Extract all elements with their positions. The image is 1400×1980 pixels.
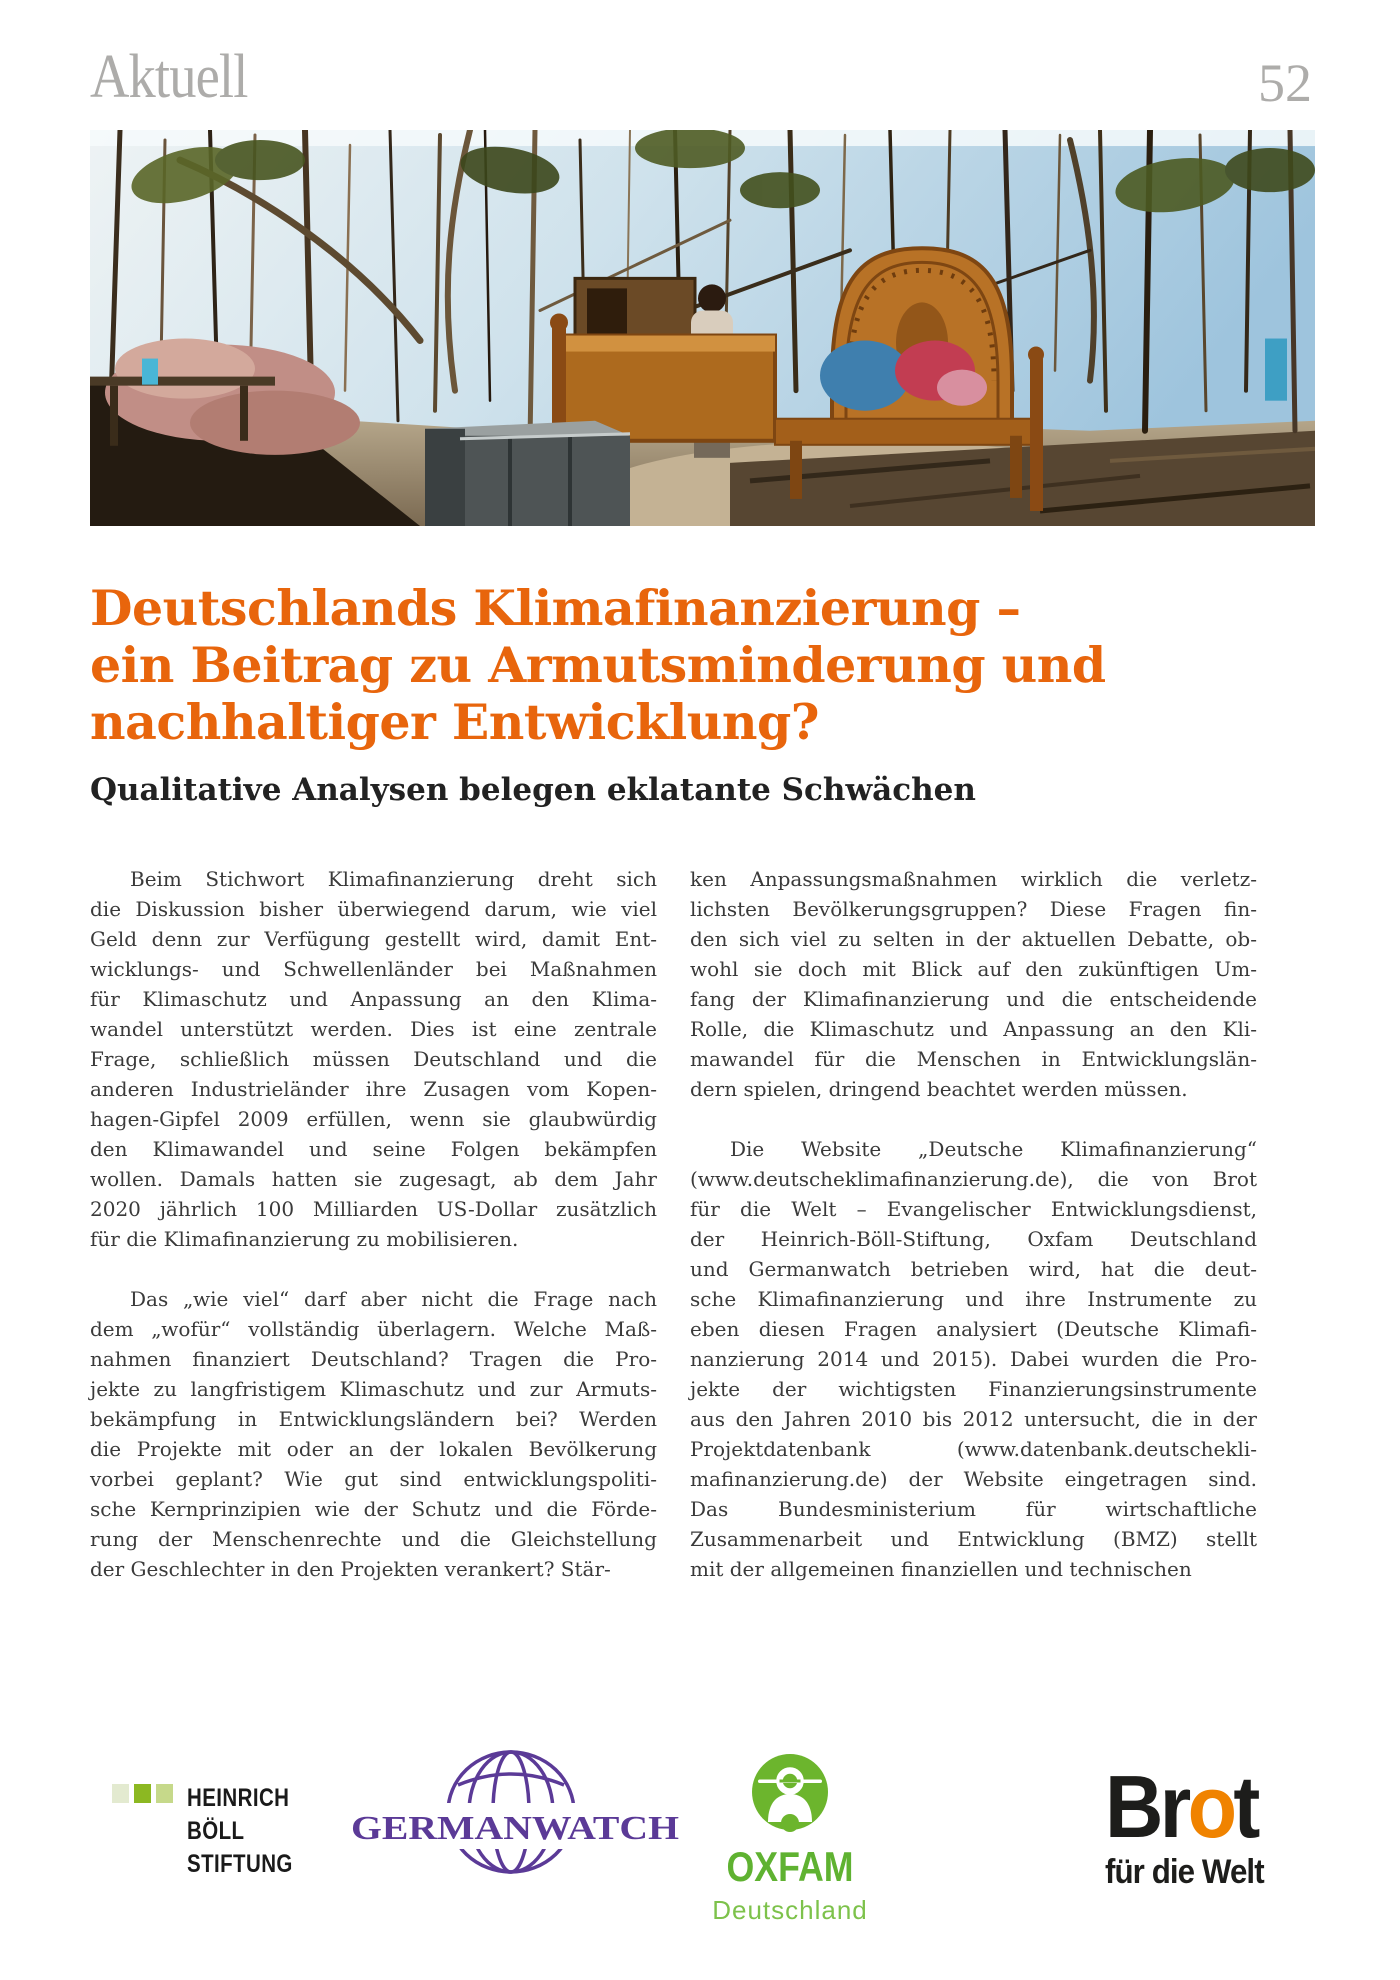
oxfam-wordmark: OXFAM <box>726 1843 854 1890</box>
metal-trunk <box>425 421 630 526</box>
headline-line: ein Beitrag zu Armutsminderung und <box>90 636 1106 694</box>
heinrich-boell-squares-icon <box>112 1784 173 1803</box>
article-deck: Qualitative Analysen belegen eklatante Schwächen <box>90 772 976 808</box>
oxfam-country-label: Deutschland <box>712 1895 868 1925</box>
article-body <box>90 864 1257 1584</box>
article-paragraph: Das „wie viel“ darf aber nicht die Frage nach dem „wofür“ vollständig überlagern. Welche Maß- nahmen finanziert Deutschland? Tragen die Pro- jekte zu langfristigem Klimaschutz und zur Armuts- bekämpfung in Entwicklungsländern bei? Werden die Projekte mit oder an der lokalen Bevölkerung vorbei geplant? Wie gut sind entwicklungspoliti- sche Kernprinzipien wie der Schutz und die Förde- rung der Menschenrechte und die Gleichstellung der Geschlechter in den Projekten verankert? Stär- <box>90 1287 657 1581</box>
green-square-icon <box>156 1784 173 1803</box>
article-headline <box>90 580 1280 751</box>
article-photo <box>90 130 1315 526</box>
headline-line: nachhaltiger Entwicklung? <box>90 693 819 751</box>
page-number: 52 <box>1258 53 1312 113</box>
article-paragraph: ken Anpassungsmaßnahmen wirklich die verletz- lichsten Bevölkerungsgruppen? Diese Fragen fin- den sich viel zu selten in der aktuellen Debatte, ob- wohl sie doch mit Blick auf den zukünftigen Um- fang der Klimafinanzierung und die entscheidende Rolle, die Klimaschutz und Anpassung an den Kli- mawandel für die Menschen in Entwicklungslän- dern spielen, dringend beachtet werden müssen. <box>690 867 1257 1101</box>
left-column <box>90 864 657 1584</box>
destruction-scene-illustration <box>90 130 1315 526</box>
oxfam-logo <box>700 1752 880 1923</box>
brot-subline: für die Welt <box>1105 1853 1264 1891</box>
oxfam-person-icon <box>720 1752 860 1832</box>
germanwatch-wordmark: GERMANWATCH <box>351 1810 679 1847</box>
brot-wordmark <box>1105 1757 1264 1856</box>
orange-o-glyph: o <box>1187 1757 1234 1856</box>
logo-text: Br <box>1105 1757 1188 1856</box>
heinrich-boell-wordmark <box>187 1782 293 1881</box>
section-label: Aktuell <box>90 43 248 111</box>
right-column <box>690 864 1257 1584</box>
heinrich-boell-stiftung-logo <box>112 1782 316 1881</box>
germanwatch-logo <box>345 1745 685 1885</box>
green-square-icon <box>112 1784 129 1803</box>
logo-text: t <box>1233 1757 1257 1856</box>
logo-text-line: HEINRICH <box>187 1784 290 1812</box>
article-paragraph: Die Website „Deutsche Klimafinanzierung“ (www.deutscheklimafinanzierung.de), die von Brot für die Welt – Evangelischer Entwicklungsdienst, der Heinrich-Böll-Stiftung, Oxfam Deutschland und Germanwatch betrieben wird, hat die deut- sche Klimafinanzierung und ihre Instrumente zu eben diesen Fragen analysiert (Deutsche Klimafi- nanzierung 2014 und 2015). Dabei wurden die Pro- jekte der wichtigsten Finanzierungsinstrumente aus den Jahren 2010 bis 2012 untersucht, die in der Projektdatenbank (www.datenbank.deutschekli- mafinanzierung.de) der Website eingetragen sind. Das Bundesministerium für wirtschaftliche Zusammenarbeit und Entwicklung (BMZ) stellt mit der allgemeinen finanziellen und technischen <box>690 1137 1257 1581</box>
blue-towel <box>1265 339 1287 401</box>
article-paragraph: Beim Stichwort Klimafinanzierung dreht sich die Diskussion bisher überwiegend darum, wie viel Geld denn zur Verfügung gestellt wird, damit Ent- wicklungs- und Schwellenländer bei Maßnahmen für Klimaschutz und Anpassung an den Klima- wandel unterstützt werden. Dies ist eine zentrale Frage, schließlich müssen Deutschland und die anderen Industrieländer ihre Zusagen vom Kopen- hagen-Gipfel 2009 erfüllen, wenn sie glaubwürdig den Klimawandel und seine Folgen bekämpfen wollen. Damals hatten sie zugesagt, ab dem Jahr 2020 jährlich 100 Milliarden US-Dollar zusätzlich für die Klimafinanzierung zu mobilisieren. <box>90 867 657 1251</box>
logo-text-line: STIFTUNG <box>187 1850 293 1878</box>
logo-text-line: BÖLL <box>187 1817 245 1845</box>
headline-line: Deutschlands Klimafinanzierung – <box>90 579 1021 637</box>
brot-fuer-die-welt-logo <box>1105 1757 1278 1891</box>
green-square-icon <box>134 1784 151 1803</box>
